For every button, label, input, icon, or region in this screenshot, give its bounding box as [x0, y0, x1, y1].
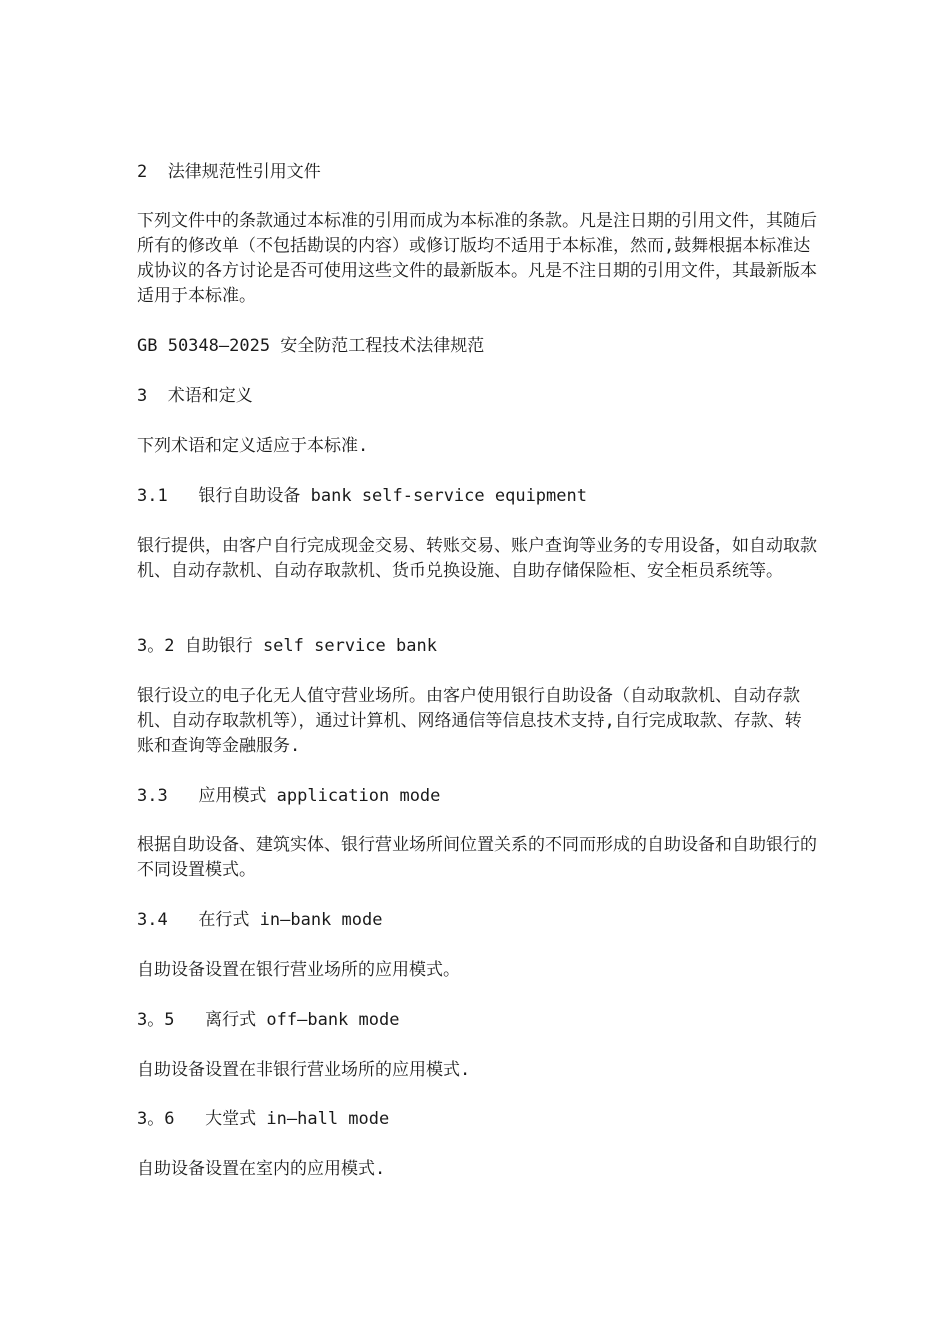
reference-entry: GB 50348—2025 安全防范工程技术法律规范 — [137, 336, 485, 356]
term-3-5-heading: 3。5 离行式 off—bank mode — [137, 1010, 400, 1030]
term-3-4-heading: 3.4 在行式 in—bank mode — [137, 910, 383, 930]
term-3-1-heading: 3.1 银行自助设备 bank self-service equipment — [137, 486, 587, 506]
term-3-3-heading: 3.3 应用模式 application mode — [137, 786, 441, 806]
section-2-body: 下列文件中的条款通过本标准的引用而成为本标准的条款。凡是注日期的引用文件，其随后所有的修改单（不包括勘误的内容）或修订版均不适用于本标准，然而,鼓舞根据本标准达成协议的各方讨论是否可使用这些文件的最新版本。凡是不注日期的引用文件，其最新版本适用于本标准。 — [137, 211, 817, 306]
term-3-2-heading: 3。2 自助银行 self service bank — [137, 636, 437, 656]
section-3-intro: 下列术语和定义适应于本标准. — [137, 436, 369, 456]
term-3-6-heading: 3。6 大堂式 in—hall mode — [137, 1109, 390, 1129]
term-3-2-definition: 银行设立的电子化无人值守营业场所。由客户使用银行自助设备（自动取款机、自动存款机、自动存取款机等），通过计算机、网络通信等信息技术支持,自行完成取款、存款、转账和查询等金融服务. — [137, 686, 802, 756]
term-3-3-definition: 根据自助设备、建筑实体、银行营业场所间位置关系的不同而形成的自助设备和自助银行的不同设置模式。 — [137, 835, 817, 880]
term-3-6-definition: 自助设备设置在室内的应用模式. — [137, 1159, 386, 1179]
term-3-4-definition: 自助设备设置在银行营业场所的应用模式。 — [137, 960, 460, 980]
term-3-5-definition: 自助设备设置在非银行营业场所的应用模式. — [137, 1060, 471, 1080]
term-3-1-definition: 银行提供，由客户自行完成现金交易、转账交易、账户查询等业务的专用设备，如自动取款机、自动存款机、自动存取款机、货币兑换设施、自助存储保险柜、安全柜员系统等。 — [137, 536, 817, 581]
section-2-heading: 2 法律规范性引用文件 — [137, 162, 321, 182]
section-3-heading: 3 术语和定义 — [137, 386, 253, 406]
